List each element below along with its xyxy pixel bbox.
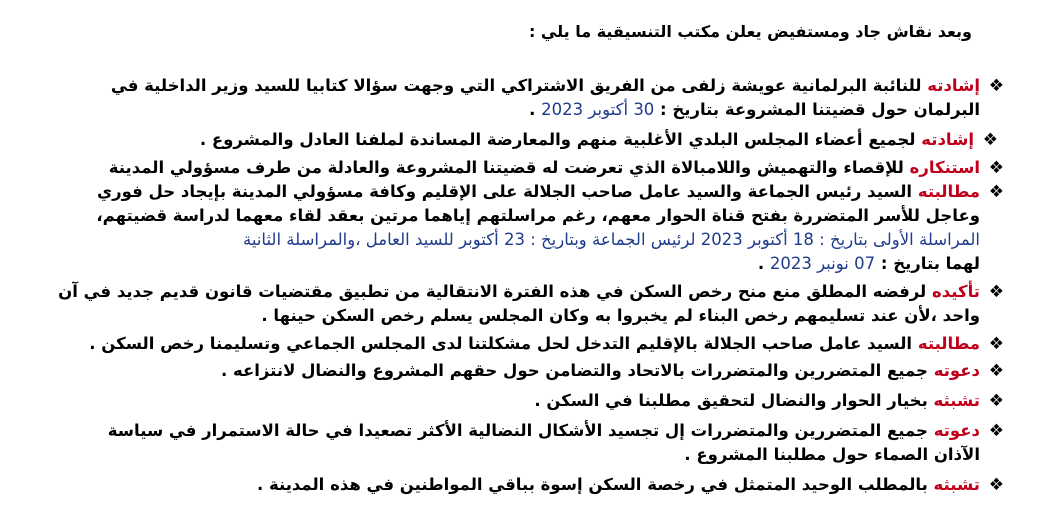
- list-item: [36, 389, 1004, 413]
- list-item: [36, 156, 1004, 180]
- item-line: [36, 280, 980, 304]
- item-line: [36, 332, 980, 356]
- diamond-bullet-icon: ❖: [988, 361, 1004, 381]
- diamond-bullet-icon: ❖: [982, 130, 998, 150]
- item-line: [36, 98, 980, 122]
- diamond-bullet-icon: ❖: [988, 475, 1004, 495]
- item-text: جميع المتضررين والمتضررات بالاتحاد والتضامن حول حقهم المشروع والنضال لانتزاعه .: [220, 361, 934, 380]
- list-item: [36, 332, 1004, 356]
- item-keyword: دعوته: [933, 421, 980, 440]
- diamond-bullet-icon: ❖: [988, 282, 1004, 302]
- list-item: [36, 128, 1004, 152]
- item-line: [36, 228, 980, 252]
- item-keyword: مطالبته: [917, 334, 980, 353]
- item-line: [36, 204, 980, 228]
- item-text: للإقصاء والتهميش واللامبالاة الذي تعرضت له قضيتنا المشروعة والعادلة من طرف مسؤولي المدينة: [108, 158, 910, 177]
- item-text: لرفضه المطلق منع منح رخص السكن في هذه الفترة الانتقالية من تطبيق مقتضيات قانون قديم جديد في آن: [58, 282, 932, 301]
- item-line: [36, 74, 980, 98]
- item-text: بالمطلب الوحيد المتمثل في رخصة السكن إسوة بباقي المواطنين في هذه المدينة .: [256, 475, 934, 494]
- list-item: [36, 280, 1004, 328]
- diamond-bullet-icon: ❖: [988, 421, 1004, 441]
- item-line: [36, 473, 980, 497]
- item-text: المراسلة الأولى بتاريخ : 18 أكتوبر 2023 لرئيس الجماعة وبتاريخ : 23 أكتوبر للسيد العامل ،والمراسلة الثانية: [243, 230, 980, 249]
- list-item: [36, 180, 1004, 276]
- item-keyword: تشبثه: [933, 391, 980, 410]
- item-text: للنائبة البرلمانية عويشة زلفى من الفريق الاشتراكي التي وجهت سؤالا كتابيا للسيد وزير الداخلية في: [110, 76, 928, 95]
- item-text: .: [529, 100, 542, 119]
- item-keyword: إشادته: [921, 130, 974, 149]
- item-text: السيد رئيس الجماعة والسيد عامل صاحب الجلالة على الإقليم وكافة مسؤولي المدينة بإيجاد حل فوري: [97, 182, 918, 201]
- list-item: [36, 419, 1004, 467]
- item-text: الآذان الصماء حول مطلبنا المشروع .: [684, 445, 980, 464]
- item-keyword: دعوته: [933, 361, 980, 380]
- item-text: لهما بتاريخ :: [875, 254, 980, 273]
- item-text: لجميع أعضاء المجلس البلدي الأغلبية منهم والمعارضة المساندة لملفنا العادل والمشروع .: [199, 130, 922, 149]
- item-line: [36, 389, 980, 413]
- item-text: البرلمان حول قضيتنا المشروعة بتاريخ :: [654, 100, 980, 119]
- item-line: [36, 443, 980, 467]
- item-line: [36, 128, 974, 152]
- item-date: 07 نونبر 2023: [769, 254, 876, 273]
- item-keyword: استنكاره: [909, 158, 980, 177]
- item-line: [36, 156, 980, 180]
- item-line: [36, 304, 980, 328]
- item-text: السيد عامل صاحب الجلالة بالإقليم التدخل لحل مشكلتنا لدى المجلس الجماعي وتسليمنا رخص السكن .: [89, 334, 918, 353]
- list-item: [36, 74, 1004, 122]
- statement-list: [36, 74, 1004, 497]
- item-line: [36, 359, 980, 383]
- diamond-bullet-icon: ❖: [988, 334, 1004, 354]
- item-line: [36, 252, 980, 276]
- item-line: [36, 419, 980, 443]
- diamond-bullet-icon: ❖: [988, 158, 1004, 178]
- item-keyword: إشادته: [927, 76, 980, 95]
- item-date: 30 أكتوبر 2023: [541, 100, 655, 119]
- item-keyword: تشبثه: [933, 475, 980, 494]
- item-line: [36, 180, 980, 204]
- diamond-bullet-icon: ❖: [988, 76, 1004, 96]
- list-item: [36, 473, 1004, 497]
- item-keyword: تأكيده: [932, 282, 980, 301]
- diamond-bullet-icon: ❖: [988, 182, 1004, 202]
- list-item: [36, 359, 1004, 383]
- item-keyword: مطالبته: [917, 182, 980, 201]
- item-text: واحد ،لأن عند تسليمهم رخص البناء لم يخبروا به وكان المجلس يسلم رخص السكن حينها .: [261, 306, 980, 325]
- diamond-bullet-icon: ❖: [988, 391, 1004, 411]
- item-text: بخيار الحوار والنضال لتحقيق مطلبنا في السكن .: [534, 391, 934, 410]
- intro-heading: وبعد نقاش جاد ومستفيض يعلن مكتب التنسيقية ما يلي :: [528, 22, 972, 41]
- item-text: .: [757, 254, 770, 273]
- item-text: وعاجل للأسر المتضررة بفتح قناة الحوار معهم، رغم مراسلتهم إياهما مرتين بعقد لقاء معهما لدراسة قضيتهم،: [96, 206, 980, 225]
- item-text: جميع المتضررين والمتضررات إل تجسيد الأشكال النضالية الأكثر تصعيدا في حالة الاستمرار في سياسة: [107, 421, 934, 440]
